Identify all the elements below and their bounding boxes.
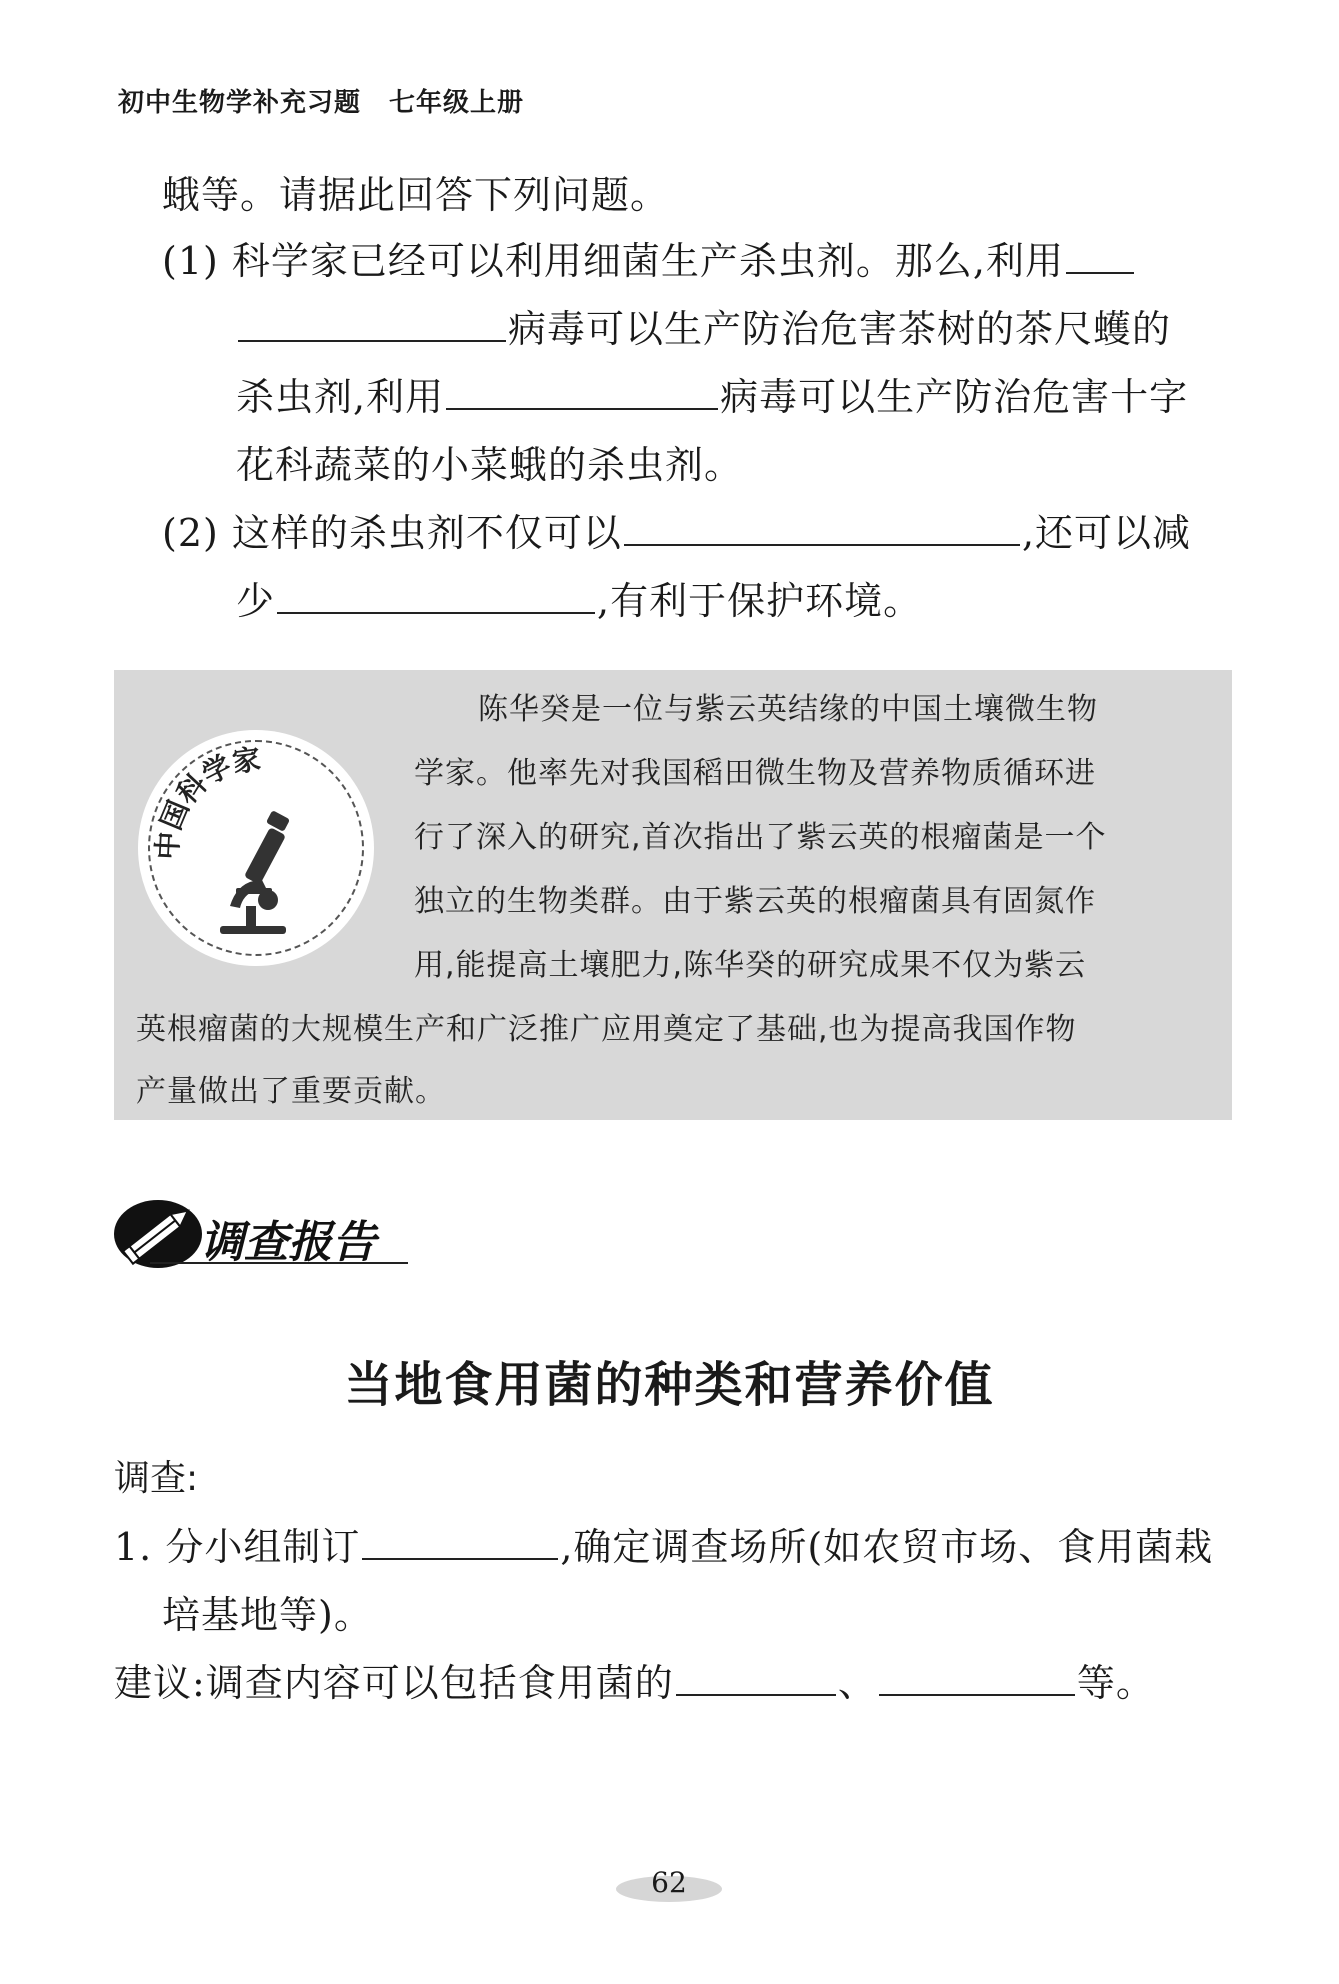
suggest-sep: 、 [837,1661,877,1705]
q2-blank-1[interactable] [624,510,1020,546]
q1-blank-1b[interactable] [238,306,506,342]
section-divider [150,1262,408,1264]
suggest-text-b: 等。 [1076,1661,1155,1705]
scientist-line-2: 学家。他率先对我国稻田微生物及营养物质循环进 [414,756,1096,791]
survey-item-1-cont: 培基地等)。 [162,1593,373,1637]
page-header [118,82,524,119]
pencil-icon [112,1198,204,1270]
q2-text-2a: 少 [236,579,276,623]
suggestion-line [114,1660,1155,1706]
suggest-blank-1[interactable] [676,1660,836,1696]
microscope-icon [138,730,374,966]
q1-blank-1a[interactable] [1066,238,1134,274]
badge-label: 中国科学家 [150,742,263,861]
question-1-line-4: 花科蔬菜的小菜蛾的杀虫剂。 [236,443,744,487]
book-title: 初中生物学补充习题 [118,88,362,118]
question-2-line-2 [236,578,922,624]
survey-label: 调查: [114,1458,199,1499]
scientist-info-box [114,670,1232,1120]
item1-blank[interactable] [362,1524,558,1560]
item1-text-a: 1. 分小组制订 [114,1525,361,1569]
item1-text-b: ,确定调查场所(如农贸市场、食用菌栽 [560,1525,1214,1569]
page-number-badge [616,1866,722,1906]
question-1-line-1 [162,238,1136,284]
volume-title: 七年级上册 [389,88,525,118]
q2-blank-2[interactable] [277,578,595,614]
question-2-line-1 [162,510,1191,556]
q2-number: (2) [162,511,219,555]
question-intro: 蛾等。请据此回答下列问题。 [162,173,670,217]
q2-text-2b: ,有利于保护环境。 [597,579,923,623]
suggest-text-a: 建议:调查内容可以包括食用菌的 [114,1661,674,1705]
q1-text-3a: 杀虫剂,利用 [236,375,445,419]
suggest-blank-2[interactable] [879,1660,1075,1696]
q1-text-3b: 病毒可以生产防治危害十字 [720,375,1189,419]
scientist-line-4: 独立的生物类群。由于紫云英的根瘤菌具有固氮作 [414,884,1096,919]
scientist-line-6: 英根瘤菌的大规模生产和广泛推广应用奠定了基础,也为提高我国作物 [136,1012,1077,1047]
chinese-scientist-badge [138,730,374,966]
scientist-line-3: 行了深入的研究,首次指出了紫云英的根瘤菌是一个 [414,820,1107,855]
page-number: 62 [651,1866,687,1899]
section-title: 调查报告 [200,1217,376,1268]
q1-number: (1) [162,239,219,283]
q2-text-1a: 这样的杀虫剂不仅可以 [231,511,622,555]
q1-blank-2[interactable] [446,374,718,410]
question-1-line-3 [236,374,1188,420]
survey-item-1 [114,1524,1213,1570]
scientist-line-1: 陈华癸是一位与紫云英结缘的中国土壤微生物 [478,692,1098,727]
scientist-line-5: 用,能提高土壤肥力,陈华癸的研究成果不仅为紫云 [414,948,1087,983]
question-1-line-2 [236,306,1171,352]
svg-text:中国科学家 [151,742,263,860]
scientist-line-7: 产量做出了重要贡献。 [136,1074,446,1109]
q1-text-1: 科学家已经可以利用细菌生产杀虫剂。那么,利用 [231,239,1065,283]
report-title: 当地食用菌的种类和营养价值 [344,1357,995,1413]
q2-text-1b: ,还可以减 [1021,511,1192,555]
q1-text-2: 病毒可以生产防治危害茶树的茶尺蠖的 [508,307,1172,351]
